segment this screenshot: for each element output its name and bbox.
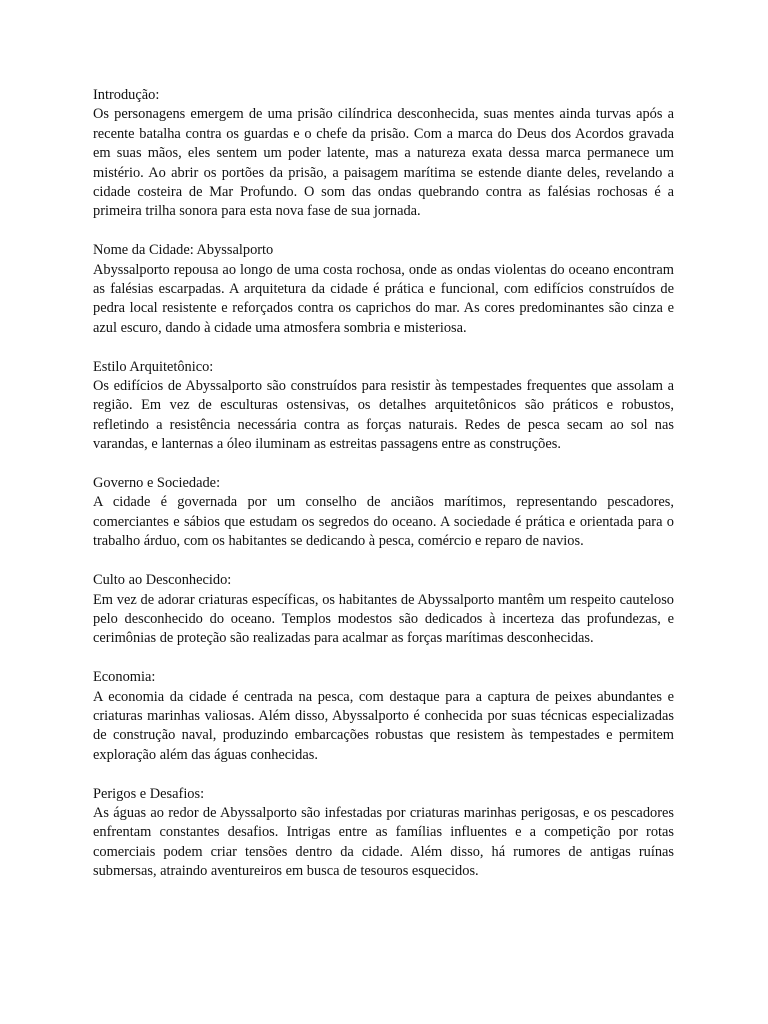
section-estilo-arquitetonico	[93, 358, 674, 455]
section-body: Os personagens emergem de uma prisão cilíndrica desconhecida, suas mentes ainda turvas após a recente batalha contra os guardas e o chefe da prisão. Com a marca do Deus dos Acordos gravada em suas mãos, eles sentem um poder latente, mas a natureza exata dessa marca permanece um mistério. Ao abrir os portões da prisão, a paisagem marítima se estende diante deles, revelando a cidade costeira de Mar Profundo. O som das ondas quebrando contra as falésias rochosas é a primeira trilha sonora para esta nova fase de sua jornada.	[93, 106, 674, 220]
section-introducao	[93, 86, 674, 222]
section-nome-da-cidade	[93, 241, 674, 338]
section-heading: Introdução:	[93, 87, 160, 103]
section-body: Abyssalporto repousa ao longo de uma costa rochosa, onde as ondas violentas do oceano encontram as falésias escarpadas. A arquitetura da cidade é prática e funcional, com edifícios construídos de pedra local resistente e reforçados contra os caprichos do mar. As cores predominantes são cinza e azul escuro, dando à cidade uma atmosfera sombria e misteriosa.	[93, 261, 674, 336]
section-heading: Nome da Cidade: Abyssalporto	[93, 242, 274, 259]
section-body: As águas ao redor de Abyssalporto são infestadas por criaturas marinhas perigosas, e os pescadores enfrentam constantes desafios. Intrigas entre as famílias influentes e a competição por rotas comerciais podem criar tensões dentro da cidade. Além disso, há rumores de antigas ruínas submersas, atraindo aventureiros em busca de tesouros esquecidos.	[93, 804, 674, 880]
section-heading: Economia:	[93, 669, 156, 686]
section-perigos-e-desafios	[93, 785, 674, 882]
section-heading: Governo e Sociedade:	[93, 475, 221, 492]
section-body: A economia da cidade é centrada na pesca, com destaque para a captura de peixes abundantes e criaturas marinhas valiosas. Além disso, Abyssalporto é conhecida por suas técnicas especializadas de construção naval, produzindo embarcações robustas que resistem às tempestades e permitem exploração além das águas conhecidas.	[93, 688, 674, 763]
section-body: Em vez de adorar criaturas específicas, os habitantes de Abyssalporto mantêm um respeito cauteloso pelo desconhecido do oceano. Templos modestos são dedicados à incerteza das profundezas, e cerimônias de proteção são realizadas para acalmar as forças marítimas desconhecidas.	[93, 591, 674, 647]
section-governo-e-sociedade	[93, 474, 674, 552]
section-economia	[93, 668, 674, 765]
section-heading: Culto ao Desconhecido:	[93, 572, 232, 589]
section-body: A cidade é governada por um conselho de anciãos marítimos, representando pescadores, comerciantes e sábios que estudam os segredos do oceano. A sociedade é prática e orientada para o trabalho árduo, com os habitantes se dedicando à pesca, comércio e reparo de navios.	[93, 494, 674, 550]
section-heading: Estilo Arquitetônico:	[93, 358, 214, 375]
section-body: Os edifícios de Abyssalporto são construídos para resistir às tempestades frequentes que assolam a região. Em vez de esculturas ostensivas, os detalhes arquitetônicos são práticos e robustos, refletindo a resistência necessária contra as forças naturais. Redes de pesca secam ao sol nas varandas, e lanternas a óleo iluminam as estreitas passagens entre as construções.	[93, 378, 674, 453]
section-culto-ao-desconhecido	[93, 571, 674, 649]
section-heading: Perigos e Desafios:	[93, 785, 205, 802]
